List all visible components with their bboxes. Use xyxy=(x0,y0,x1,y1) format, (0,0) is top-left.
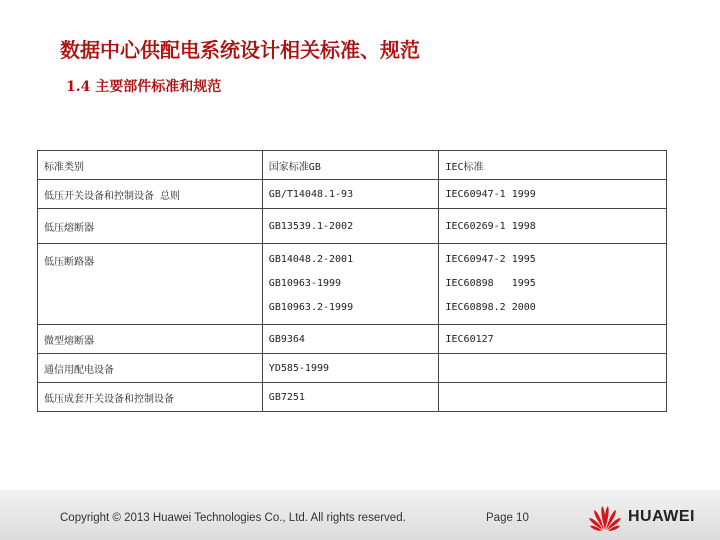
cell-iec: IEC60127 xyxy=(439,325,667,354)
cell-category: 微型熔断器 xyxy=(38,325,263,354)
cell-gb: GB9364 xyxy=(262,325,439,354)
cell-iec: IEC60947-1 1999 xyxy=(439,180,667,209)
huawei-logo-icon xyxy=(588,502,622,532)
cell-category: 通信用配电设备 xyxy=(38,354,263,383)
table-row xyxy=(38,325,667,354)
brand-name: HUAWEI xyxy=(628,508,695,525)
header-iec: IEC标准 xyxy=(439,151,667,180)
cell-iec xyxy=(439,354,667,383)
cell-iec xyxy=(439,383,667,412)
iec-line: IEC60947-2 1995 xyxy=(445,254,536,265)
standards-table xyxy=(37,150,667,412)
cell-gb: GB/T14048.1-93 xyxy=(262,180,439,209)
header-category: 标准类别 xyxy=(38,151,263,180)
table-header-row xyxy=(38,151,667,180)
table-row xyxy=(38,383,667,412)
cell-gb xyxy=(262,244,439,325)
table-row xyxy=(38,354,667,383)
cell-category: 低压断路器 xyxy=(38,244,263,325)
iec-line: IEC60898.2 2000 xyxy=(445,302,536,313)
table-row xyxy=(38,180,667,209)
cell-category: 低压开关设备和控制设备 总则 xyxy=(38,180,263,209)
brand-logo-group xyxy=(588,502,695,532)
table-row xyxy=(38,244,667,325)
cell-category: 低压熔断器 xyxy=(38,209,263,244)
gb-line: GB10963-1999 xyxy=(268,278,342,289)
slide-subtitle: 1.4 主要部件标准和规范 xyxy=(66,79,222,95)
iec-line: IEC60898 1995 xyxy=(445,278,536,289)
gb-line: GB14048.2-2001 xyxy=(268,254,354,265)
cell-iec: IEC60269-1 1998 xyxy=(439,209,667,244)
copyright-text: Copyright © 2013 Huawei Technologies Co., Ltd. All rights reserved. xyxy=(60,512,406,524)
cell-iec xyxy=(439,244,667,325)
header-gb: 国家标准GB xyxy=(262,151,439,180)
cell-category: 低压成套开关设备和控制设备 xyxy=(38,383,263,412)
cell-gb: YD585-1999 xyxy=(262,354,439,383)
table-row xyxy=(38,209,667,244)
cell-gb: GB13539.1-2002 xyxy=(262,209,439,244)
gb-line: GB10963.2-1999 xyxy=(268,302,354,313)
slide-title: 数据中心供配电系统设计相关标准、规范 xyxy=(60,38,420,62)
footer-bar xyxy=(0,490,720,540)
cell-gb: GB7251 xyxy=(262,383,439,412)
page-number: Page 10 xyxy=(486,512,529,524)
